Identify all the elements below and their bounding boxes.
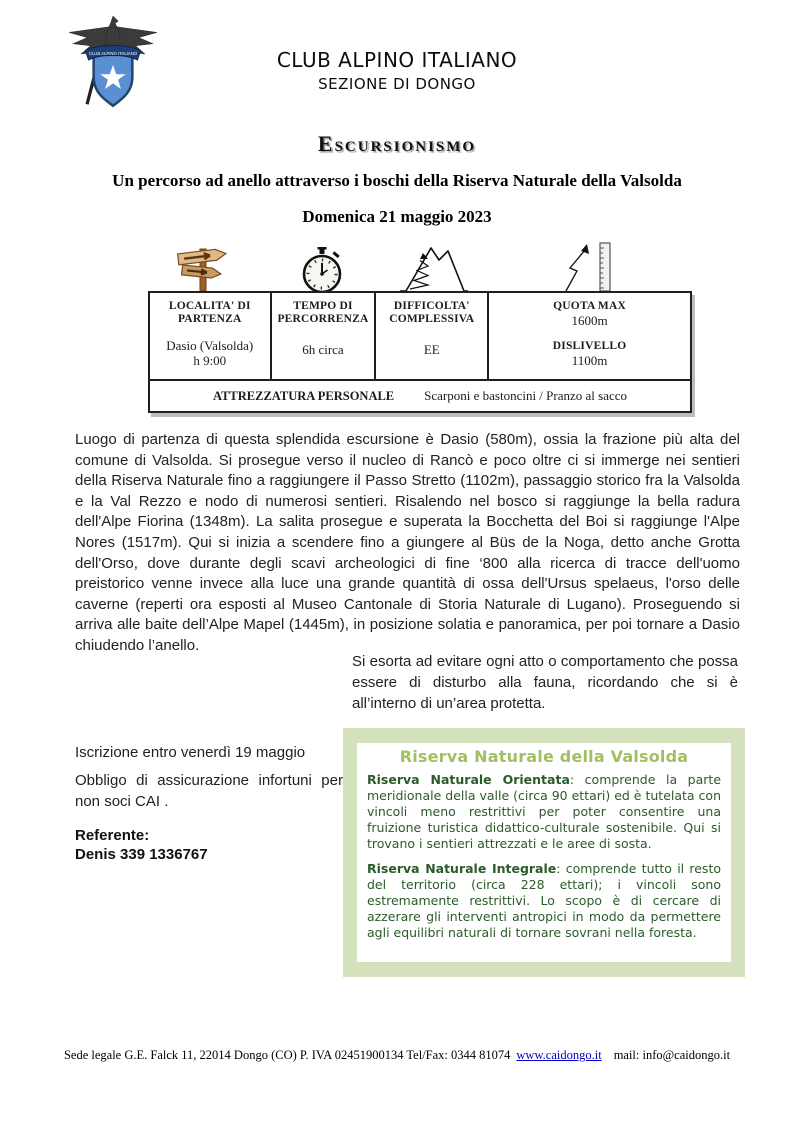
footer-mail-text: mail: info@caidongo.it — [613, 1048, 731, 1062]
mountain-trail-icon — [398, 242, 470, 294]
difficolta-header-line1: DIFFICOLTA' — [393, 300, 470, 312]
attrezzatura-value: Scarponi e bastoncini / Pranzo al sacco — [424, 388, 628, 403]
reserve-integrale-text: : comprende tutto il resto del territorio (circa 228 ettari); i vincoli sono estremamente restrittivi. Lo scopo è di cercare di azzerare gli interventi antropici in modo da permettere agli equilibri naturali di tornare sovrani nella foresta. — [367, 861, 721, 940]
localita-value-line2: h 9:00 — [193, 353, 227, 368]
footer — [0, 1048, 794, 1063]
footer-legal-text: Sede legale G.E. Falck 11, 22014 Dongo (CO) P. IVA 02451900134 Tel/Fax: 0344 81074 — [63, 1048, 511, 1062]
reserve-paragraph-integrale — [367, 861, 721, 941]
reserve-paragraph-orientata — [367, 772, 721, 852]
route-description: Luogo di partenza di questa splendida escursione è Dasio (580m), ossia la frazione più alta del comune di Valsolda. Si prosegue verso il nucleo di Rancò e poco oltre ci si immerge nei sentieri della Riserva Naturale fino a raggiungere il Passo Stretto (1102m), passaggio storico fra la Valsolda e la Val Rezzo e nodo di numerosi sentieri. Risalendo nel bosco si raggiunge la bella radura dell'Alpe Fiorina (1348m). La salita prosegue e superata la Bocchetta del Boi si raggiunge l'Alpe Nores (1517m). Qui si inizia a scendere fino a giungere al Büs de la Noga, detto anche Grotta dell'Orso, dove durante degli scavi archeologici di fine ‘800 alla ricerca di tracce dell'uomo preistorico venne invece alla luce una grande quantità di ossa dell'Ursus spelaeus, l'orso delle caverne (reperti ora esposti al Museo Cantonale di Storia Naturale di Lugano). Proseguendo si arriva alle baite dell’Alpe Mapel (1445m), in posizione solatia e panoramica, per poi tornare a Dasio chiudendo l’anello. — [75, 431, 740, 654]
quota-max-value: 1600m — [571, 313, 608, 328]
footer-website-link[interactable]: www.caidongo.it — [516, 1048, 602, 1062]
quota-max-label: QUOTA MAX — [553, 300, 626, 312]
stopwatch-icon — [300, 247, 344, 294]
attrezzatura-label: ATTREZZATURA PERSONALE — [212, 389, 395, 403]
reserve-orientata-text: : comprende la parte meridionale della valle (circa 90 ettari) ed è tutelata con vincoli meno restrittivi per poter consentire una fruizione turistica didattico-culturale sostenibile. Qui si trovano i sentieri attrezzati e le aree di sosta. — [367, 772, 722, 851]
fauna-notice: Si esorta ad evitare ogni atto o comportamento che possa essere di disturbo alla fauna, ricordando che si è all’interno di un’area protetta. — [352, 653, 738, 712]
localita-header-line1: LOCALITA' DI — [168, 300, 251, 312]
org-section: SEZIONE DI DONGO — [318, 75, 476, 93]
referent-block — [75, 826, 343, 864]
cell-difficolta — [375, 292, 488, 380]
reserve-box-title: Riserva Naturale della Valsolda — [399, 747, 689, 766]
tempo-value: 6h circa — [302, 342, 344, 357]
dislivello-label: DISLIVELLO — [552, 340, 627, 352]
localita-value-line1: Dasio (Valsolda) — [166, 338, 254, 353]
tempo-header-line2: PERCORRENZA — [277, 313, 369, 325]
difficolta-value: EE — [423, 342, 440, 357]
insurance-note: Obbligo di assicurazione infortuni per non soci CAI . — [75, 772, 343, 810]
page-title: Escursionismo — [317, 131, 477, 156]
cell-localita — [149, 292, 271, 380]
reserve-info-inner — [357, 743, 731, 962]
localita-header-line2: PARTENZA — [177, 313, 242, 325]
hike-info-table — [148, 291, 692, 413]
cell-quota — [488, 292, 691, 380]
reserve-integrale-lead: Riserva Naturale Integrale — [367, 861, 557, 876]
referent-label: Referente: — [75, 827, 150, 844]
org-name: CLUB ALPINO ITALIANO — [276, 48, 518, 72]
difficolta-header-line2: COMPLESSIVA — [389, 313, 475, 325]
hike-date: Domenica 21 maggio 2023 — [302, 207, 492, 226]
svg-text:CLUB ALPINO ITALIANO: CLUB ALPINO ITALIANO — [88, 50, 138, 56]
altitude-ruler-icon — [560, 241, 616, 294]
cell-tempo — [271, 292, 376, 380]
reserve-orientata-lead: Riserva Naturale Orientata — [367, 772, 570, 787]
tempo-header-line1: TEMPO DI — [293, 300, 353, 312]
referent-phone: Denis 339 1336767 — [75, 846, 208, 863]
signpost-icon — [172, 243, 234, 293]
dislivello-value: 1100m — [571, 353, 608, 368]
registration-deadline: Iscrizione entro venerdì 19 maggio — [75, 744, 306, 761]
reserve-info-box — [343, 728, 745, 977]
cell-attrezzatura — [149, 380, 691, 412]
hike-subtitle: Un percorso ad anello attraverso i boschi della Riserva Naturale della Valsolda — [112, 171, 682, 190]
